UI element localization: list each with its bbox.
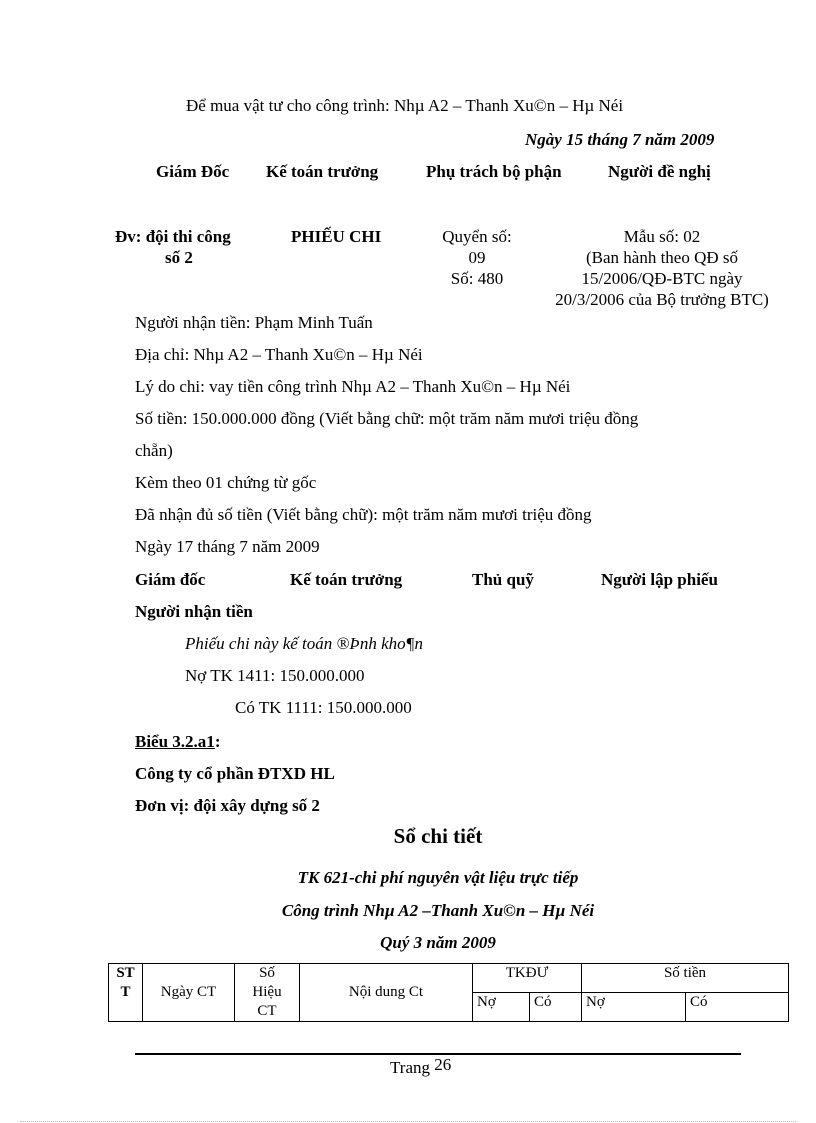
- voucher-unit-line2: số 2: [165, 248, 193, 267]
- amount-line1: Số tiền: 150.000.000 đồng (Viết bằng chữ: một trăm năm mươi triệu đồng: [135, 409, 639, 428]
- header-doc-number: [235, 964, 300, 1022]
- request-date: Ngày 15 tháng 7 năm 2009: [525, 130, 715, 149]
- entry-credit: Có TK 1111: 150.000.000: [235, 698, 412, 717]
- company-name: Công ty cổ phần ĐTXD HL: [135, 764, 335, 783]
- ledger-title: Sổ chi tiết: [393, 824, 483, 848]
- receiver-line: Người nhận tiền: Phạm Minh Tuấn: [135, 313, 373, 332]
- header-doc-line1: Số: [259, 965, 275, 981]
- sign-receiver: Người nhận tiền: [135, 602, 253, 621]
- form-label-text: Biểu 3.2.a1: [135, 732, 215, 751]
- sign-preparer: Người lập phiếu: [601, 570, 718, 589]
- page-number: 26: [434, 1055, 452, 1074]
- page-label: Trang: [390, 1058, 430, 1077]
- header-amount-debit: Nợ: [582, 993, 686, 1022]
- ledger-project: Công trình Nhµ A2 –Thanh Xu©n – Hµ Néi: [281, 901, 595, 920]
- ledger-account: TK 621-chi phí nguyên vật liệu trực tiếp: [297, 868, 579, 887]
- entry-debit: Nợ TK 1411: 150.000.000: [185, 666, 365, 685]
- entry-note: Phiếu chi này kế toán ®Þnh kho¶n: [185, 634, 424, 653]
- form-note-line3: 20/3/2006 của Bộ trưởng BTC): [555, 290, 769, 309]
- header-amount: Số tiền: [582, 964, 789, 993]
- voucher-book-label: Quyển số:: [442, 227, 512, 246]
- purpose-line: Để mua vật tư cho công trình: Nhµ A2 – Thanh Xu©n – Hµ Néi: [186, 96, 624, 115]
- voucher-number: Số: 480: [450, 269, 504, 288]
- voucher-title: PHIẾU CHI: [291, 227, 382, 246]
- signer-department-head: Phụ trách bộ phận: [426, 162, 562, 181]
- header-tkdu-credit: Có: [530, 993, 582, 1022]
- header-stt: [109, 964, 143, 1022]
- header-content: Nội dung Ct: [300, 964, 473, 1022]
- signer-chief-accountant: Kế toán trưởng: [266, 162, 379, 181]
- header-doc-line3: CT: [257, 1003, 277, 1019]
- signer-director: Giám Đốc: [156, 162, 230, 181]
- header-stt-line2: T: [120, 984, 131, 1000]
- form-note-line1: (Ban hành theo QĐ số: [585, 248, 739, 267]
- header-stt-line1: ST: [116, 965, 135, 981]
- sign-chief-accountant: Kế toán trưởng: [290, 570, 403, 589]
- amount-line2: chẵn): [135, 441, 173, 460]
- page-edge-dots: [20, 1121, 796, 1122]
- header-amount-credit: Có: [686, 993, 789, 1022]
- signer-requester: Người đề nghị: [608, 162, 711, 181]
- address-line: Địa chỉ: Nhµ A2 – Thanh Xu©n – Hµ Néi: [135, 345, 423, 364]
- sign-director: Giám đốc: [135, 570, 206, 589]
- received-line: Đã nhận đủ số tiền (Viết bằng chữ): một trăm năm mươi triệu đồng: [135, 505, 592, 524]
- voucher-book-number: 09: [468, 248, 486, 267]
- unit-name: Đơn vị: đội xây dựng số 2: [135, 796, 320, 815]
- sign-treasurer: Thủ quỹ: [472, 570, 534, 589]
- voucher-unit-line1: Đv: đội thi công: [115, 227, 231, 246]
- form-note-line2: 15/2006/QĐ-BTC ngày: [581, 269, 743, 288]
- form-label-colon: :: [214, 732, 221, 751]
- ledger-table: [108, 963, 789, 1022]
- voucher-date: Ngày 17 tháng 7 năm 2009: [135, 537, 320, 556]
- form-number: Mẫu số: 02: [623, 227, 701, 246]
- header-doc-line2: Hiệu: [252, 984, 282, 1000]
- form-label: [135, 732, 220, 752]
- attached-docs-line: Kèm theo 01 chứng từ gốc: [135, 473, 317, 492]
- reason-line: Lý do chi: vay tiền công trình Nhµ A2 – Thanh Xu©n – Hµ Néi: [135, 377, 571, 396]
- header-tkdu-debit: Nợ: [473, 993, 530, 1022]
- header-tkdu: TKĐƯ: [473, 964, 582, 993]
- header-date: Ngày CT: [143, 964, 235, 1022]
- ledger-period: Quý 3 năm 2009: [380, 933, 496, 952]
- page-footer: [390, 1055, 452, 1078]
